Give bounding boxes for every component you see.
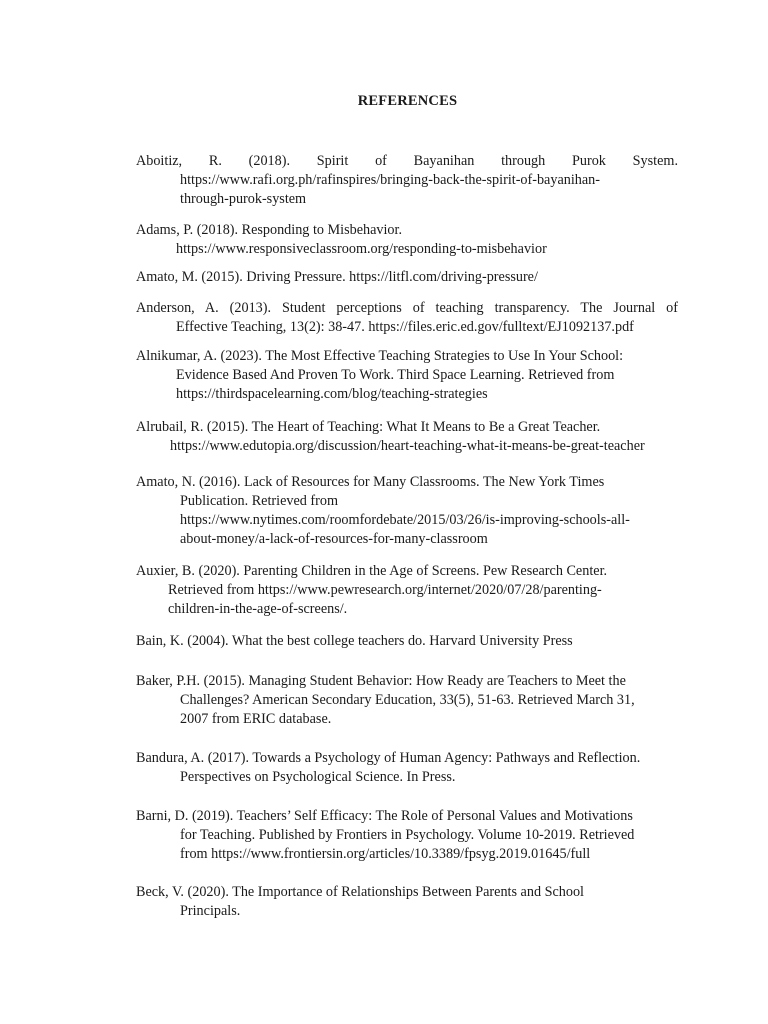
reference-entry [136, 299, 678, 337]
reference-entry [136, 418, 678, 456]
reference-line: Adams, P. (2018). Responding to Misbehavior. [136, 222, 403, 238]
reference-line: Amato, M. (2015). Driving Pressure. https://litfl.com/driving-pressure/ [136, 269, 538, 285]
reference-line: Perspectives on Psychological Science. In Press. [180, 769, 456, 785]
reference-line: 2007 from ERIC database. [180, 711, 332, 727]
reference-line: Beck, V. (2020). The Importance of Relationships Between Parents and School [136, 884, 584, 900]
reference-line: Alrubail, R. (2015). The Heart of Teaching: What It Means to Be a Great Teacher. [136, 419, 601, 435]
reference-line: Effective Teaching, 13(2): 38-47. https://files.eric.ed.gov/fulltext/EJ1092137.pdf [176, 319, 634, 335]
reference-entry [136, 632, 678, 651]
reference-line[interactable]: about-money/a-lack-of-resources-for-many-classroom [180, 531, 488, 547]
reference-line: Alnikumar, A. (2023). The Most Effective Teaching Strategies to Use In Your School: [136, 348, 624, 364]
reference-entry [136, 749, 678, 787]
reference-line[interactable]: https://www.edutopia.org/discussion/heart-teaching-what-it-means-be-great-teacher [170, 438, 645, 454]
reference-line: Publication. Retrieved from [180, 493, 338, 509]
reference-entry [136, 672, 678, 729]
references-heading: REFERENCES [357, 93, 458, 109]
reference-entry [136, 883, 678, 921]
reference-line: for Teaching. Published by Frontiers in Psychology. Volume 10-2019. Retrieved [180, 827, 635, 843]
reference-entry [136, 807, 678, 864]
reference-line: Baker, P.H. (2015). Managing Student Behavior: How Ready are Teachers to Meet the [136, 673, 626, 689]
reference-line[interactable]: https://thirdspacelearning.com/blog/teaching-strategies [176, 386, 488, 402]
reference-line: Amato, N. (2016). Lack of Resources for Many Classrooms. The New York Times [136, 474, 605, 490]
reference-line[interactable]: https://www.rafi.org.ph/rafinspires/bringing-back-the-spirit-of-bayanihan- [180, 172, 600, 188]
reference-line: Auxier, B. (2020). Parenting Children in the Age of Screens. Pew Research Center. [136, 563, 608, 579]
reference-entry [136, 347, 678, 404]
reference-line[interactable]: from https://www.frontiersin.org/articles/10.3389/fpsyg.2019.01645/full [180, 846, 591, 862]
reference-line: Challenges? American Secondary Education, 33(5), 51-63. Retrieved March 31, [180, 692, 635, 708]
reference-line[interactable]: children-in-the-age-of-screens/. [168, 601, 348, 617]
reference-entry [136, 221, 678, 259]
reference-line: Bandura, A. (2017). Towards a Psychology of Human Agency: Pathways and Reflection. [136, 750, 641, 766]
reference-line[interactable]: through-purok-system [180, 191, 307, 207]
reference-line[interactable]: https://www.responsiveclassroom.org/responding-to-misbehavior [176, 241, 547, 257]
reference-line: Bain, K. (2004). What the best college teachers do. Harvard University Press [136, 633, 573, 649]
reference-line[interactable]: Retrieved from https://www.pewresearch.org/internet/2020/07/28/parenting- [168, 582, 602, 598]
reference-entry [136, 562, 678, 619]
reference-line[interactable]: https://www.nytimes.com/roomfordebate/2015/03/26/is-improving-schools-all- [180, 512, 630, 528]
reference-entry [136, 152, 678, 209]
reference-line: Aboitiz, R. (2018). Spirit of Bayanihan through Purok System. [136, 153, 678, 169]
reference-line: Barni, D. (2019). Teachers’ Self Efficacy: The Role of Personal Values and Motivations [136, 808, 633, 824]
reference-entry [136, 473, 678, 549]
reference-line: Evidence Based And Proven To Work. Third Space Learning. Retrieved from [176, 367, 615, 383]
reference-entry [136, 268, 678, 287]
reference-line: Anderson, A. (2013). Student perceptions of teaching transparency. The Journal of [136, 300, 678, 316]
reference-line: Principals. [180, 903, 241, 919]
